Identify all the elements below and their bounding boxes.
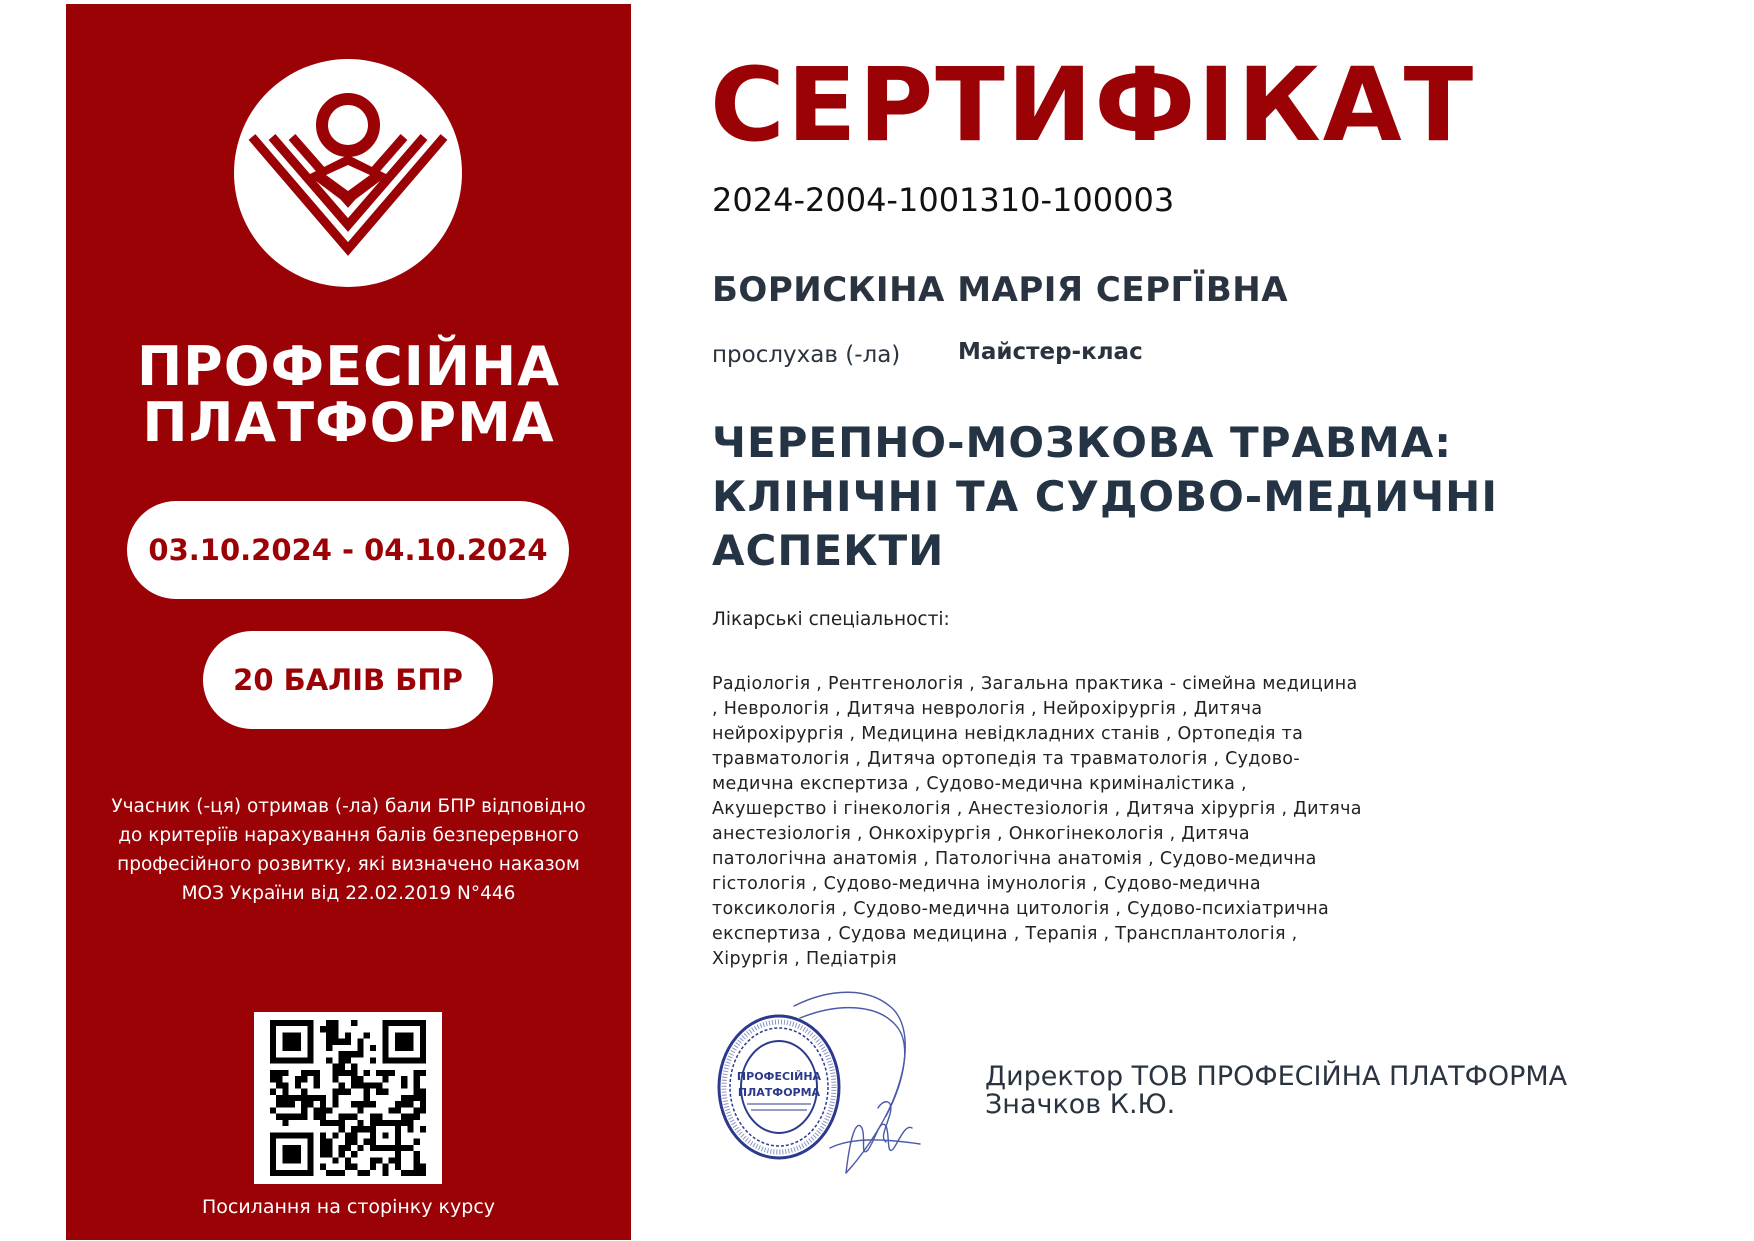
course-qr-code[interactable] bbox=[254, 1012, 442, 1184]
course-dates-badge: 03.10.2024 - 04.10.2024 bbox=[127, 501, 569, 599]
specialties-list: Радіологія , Рентгенологія , Загальна практика - сімейна медицина , Неврологія , Дитяча неврологія , Нейрохірургія , Дитяча нейрохірургія , Медицина невідкладних станів , Ортопедія та травматологія , Дитяча ортопедія та травматологія , Судово-медична експертиза , Судово-медична криміналістика , Акушерство і гінекологія , Анестезіологія , Дитяча хірургія , Дитяча анестезіологія , Онкохірургія , Онкогінекологія , Дитяча патологічна анатомія , Патологічна анатомія , Судово-медична гістологія , Судово-медична імунологія , Судово-медична токсикологія , Судово-медична цитологія , Судово-психіатрична експертиза , Судова медицина , Терапія , Трансплантологія , Хірургія , Педіатрія bbox=[712, 674, 1362, 969]
director-line2: Значков К.Ю. bbox=[985, 1089, 1176, 1120]
stamp-text-line2: ПЛАТФОРМА bbox=[737, 1086, 821, 1099]
qr-caption: Посилання на сторінку курсу bbox=[201, 1196, 496, 1218]
sidebar-panel bbox=[66, 4, 631, 1240]
cpd-note: Учасник (-ця) отримав (-ла) бали БПР відповідно до критеріїв нарахування балів безперервного професійного розвитку, які визначено наказом МОЗ України від 22.02.2019 N°446 bbox=[111, 796, 586, 904]
event-type: Майстер-клас bbox=[958, 339, 1143, 365]
platform-logo bbox=[234, 59, 462, 287]
director-line1: Директор ТОВ ПРОФЕСІЙНА ПЛАТФОРМА bbox=[985, 1061, 1568, 1092]
director-signature bbox=[790, 988, 940, 1183]
certificate-title: СЕРТИФІКАТ bbox=[710, 46, 1476, 165]
brand-name-line1: ПРОФЕСІЙНА bbox=[136, 335, 560, 398]
stamp-text-line1: ПРОФЕСІЙНА bbox=[736, 1070, 822, 1083]
director-title bbox=[985, 1063, 1567, 1119]
brand-name-line2: ПЛАТФОРМА bbox=[142, 391, 555, 454]
platform-logo-icon bbox=[234, 59, 462, 287]
qr-code-icon bbox=[268, 1020, 428, 1176]
cpd-points-badge: 20 БАЛІВ БПР bbox=[203, 631, 493, 729]
recipient-name: БОРИСКІНА МАРІЯ СЕРГЇВНА bbox=[712, 270, 1289, 310]
certificate-number: 2024-2004-1001310-100003 bbox=[712, 181, 1175, 219]
attended-label: прослухав (-ла) bbox=[712, 342, 901, 368]
specialties-label: Лікарські спеціальності: bbox=[712, 609, 950, 630]
course-title: ЧЕРЕПНО-МОЗКОВА ТРАВМА: КЛІНІЧНІ ТА СУДОВО-МЕДИЧНІ АСПЕКТИ bbox=[712, 418, 1498, 575]
